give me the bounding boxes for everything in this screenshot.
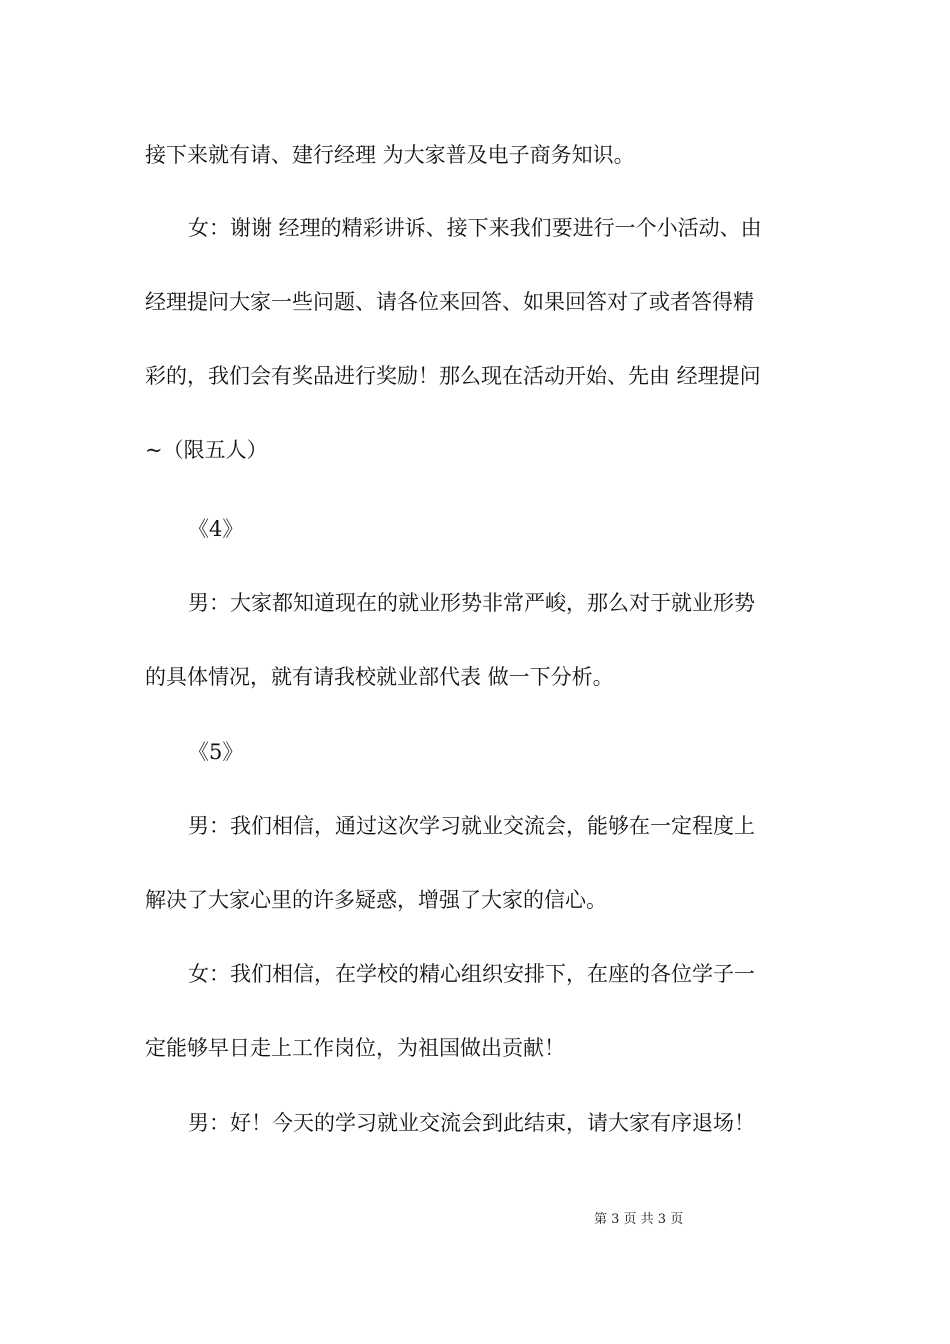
text-line: 男：大家都知道现在的就业形势非常严峻，那么对于就业形势 (188, 591, 755, 615)
text-line: 彩的，我们会有奖品进行奖励！那么现在活动开始、先由 经理提问 (145, 364, 761, 388)
text-line: 的具体情况，就有请我校就业部代表 做一下分析。 (145, 665, 614, 689)
text-line: 接下来就有请、建行经理 为大家普及电子商务知识。 (145, 143, 635, 167)
text-line: 经理提问大家一些问题、请各位来回答、如果回答对了或者答得精 (145, 290, 754, 314)
page-number-footer: 第 3 页 共 3 页 (594, 1212, 684, 1227)
text-line: 定能够早日走上工作岗位，为祖国做出贡献！ (145, 1036, 565, 1060)
text-line: 女：我们相信，在学校的精心组织安排下，在座的各位学子一 (188, 962, 755, 986)
section-marker: 《5》 (188, 740, 244, 764)
text-line: ~（限五人） (145, 438, 268, 462)
text-line: 女：谢谢 经理的精彩讲诉、接下来我们要进行一个小活动、由 (188, 216, 762, 240)
text-line: 男：好！今天的学习就业交流会到此结束，请大家有序退场！ (188, 1111, 755, 1135)
section-marker: 《4》 (188, 517, 244, 541)
text-line: 解决了大家心里的许多疑惑，增强了大家的信心。 (145, 888, 607, 912)
text-line: 男：我们相信，通过这次学习就业交流会，能够在一定程度上 (188, 814, 755, 838)
